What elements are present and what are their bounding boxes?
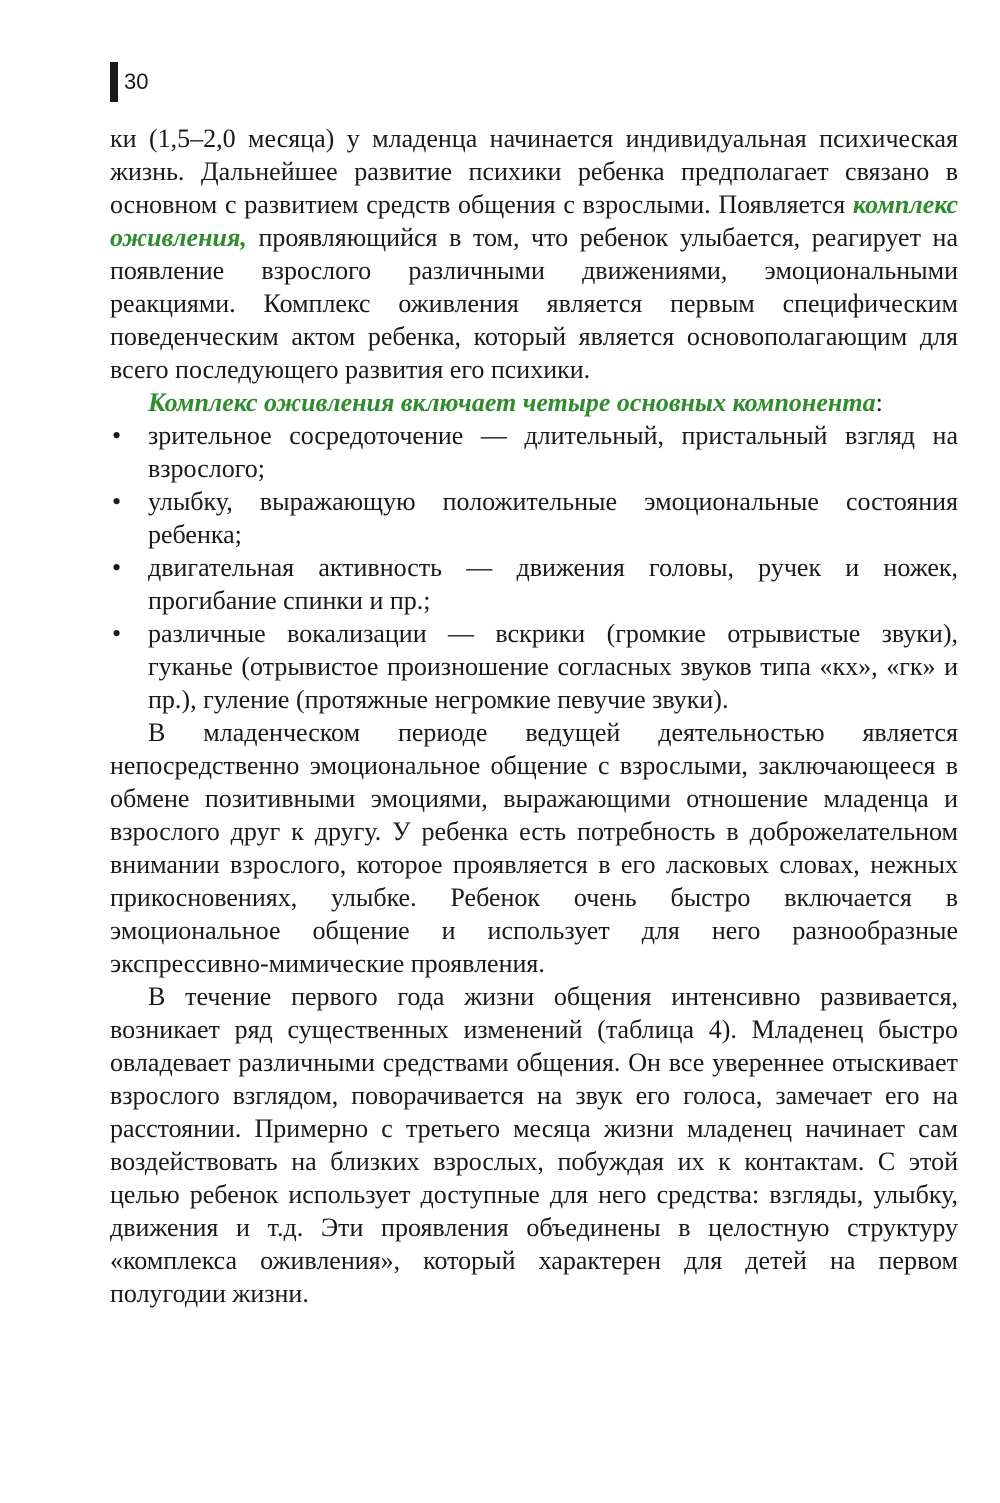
term-revival-complex: комплекс оживления, (110, 190, 958, 252)
bullet-icon: • (112, 553, 122, 582)
list-item-text: различные вокализации — вскрики (громкие отрывистые звуки), гуканье (отрывистое произношение согласных звуков типа «кх», «гк» и пр.), гуление (протяжные негромкие певучие звуки). (148, 619, 958, 714)
list-item (110, 485, 958, 551)
list-item (110, 419, 958, 485)
page-number: 30 (124, 69, 149, 94)
paragraph-infancy-activity: В младенческом периоде ведущей деятельностью является непосредственно эмоциональное общение с взрослыми, заключающееся в обмене позитивными эмоциями, выражающими отношение младенца и взрослого друг к другу. У ребенка есть потребность в доброжелательном внимании взрослого, которое проявляется в его ласковых словах, нежных прикосновениях, улыбке. Ребенок очень быстро включается в эмоциональное общение и использует для него разнообразные экспрессивно-мимические проявления. (110, 718, 958, 978)
list-item (110, 617, 958, 716)
bullet-icon: • (112, 487, 122, 516)
paragraph-intro (110, 122, 958, 386)
components-heading-term: Комплекс оживления включает четыре основных компонента (148, 388, 876, 417)
bullet-icon: • (112, 421, 122, 450)
page-header (110, 62, 148, 102)
list-item-text: улыбку, выражающую положительные эмоциональные состояния ребенка; (148, 487, 958, 549)
list-item (110, 551, 958, 617)
page-content (110, 122, 958, 1310)
paragraph-intro-text-after: проявляющийся в том, что ребенок улыбается, реагирует на появление взрослого различными движениями, эмоциональными реакциями. Комплекс оживления является первым специфическим поведенческим актом ребенка, который является основополагающим для всего последующего развития его психики. (110, 223, 958, 384)
list-item-text: двигательная активность — движения головы, ручек и ножек, прогибание спинки и пр.; (148, 553, 958, 615)
list-item-text: зрительное сосредоточение — длительный, пристальный взгляд на взрослого; (148, 421, 958, 483)
bullet-icon: • (112, 619, 122, 648)
paragraph-first-year: В течение первого года жизни общения интенсивно развивается, возникает ряд существенных изменений (таблица 4). Младенец быстро овладевает различными средствами общения. Он все увереннее отыскивает взрослого взглядом, поворачивается на звук его голоса, замечает его на расстоянии. Примерно с третьего месяца жизни младенец начинает сам воздействовать на близких взрослых, побуждая их к контактам. С этой целью ребенок использует доступные для него средства: взгляды, улыбку, движения и т.д. Эти проявления объединены в целостную структуру «комплекса оживления», который характерен для детей на первом полугодии жизни. (110, 982, 958, 1308)
components-heading-colon: : (875, 388, 883, 417)
page-number-bar (110, 62, 118, 102)
components-heading (110, 386, 958, 419)
components-list (110, 419, 958, 716)
paragraph-intro-text-before: ки (1,5–2,0 месяца) у младенца начинается индивидуальная психическая жизнь. Дальнейшее развитие психики ребенка предполагает связано в основном с развитием средств общения с взрослыми. Появляется (110, 124, 958, 219)
